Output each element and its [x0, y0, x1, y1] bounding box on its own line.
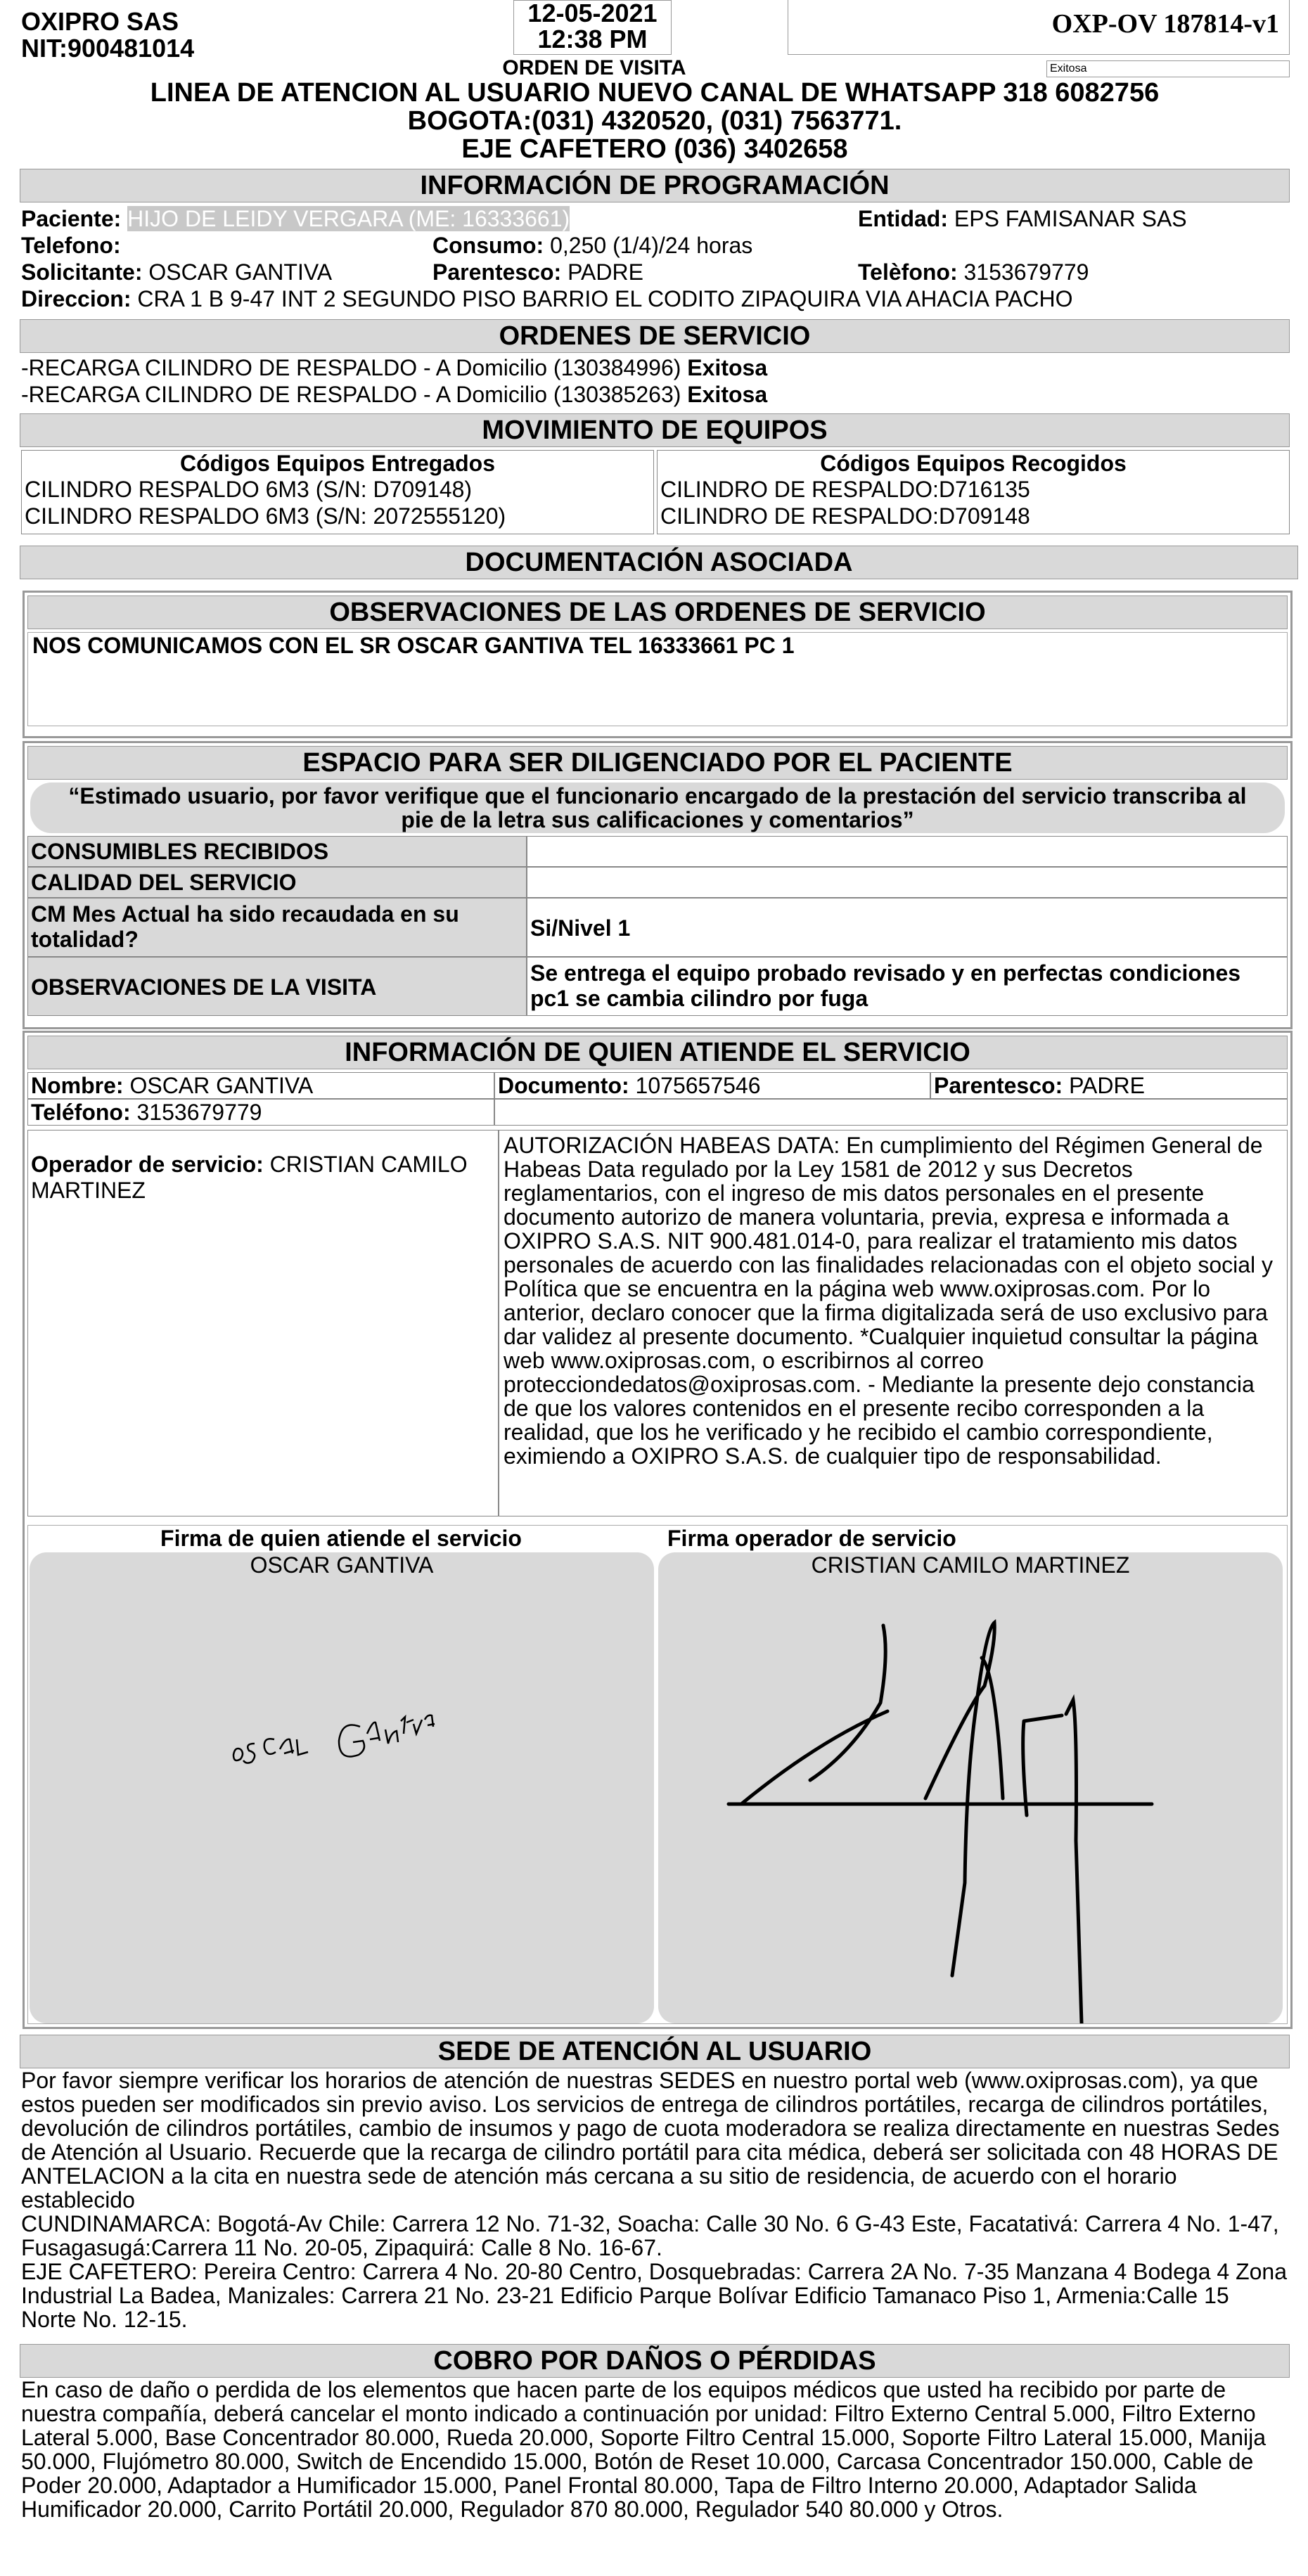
movimiento-title: MOVIMIENTO DE EQUIPOS — [20, 413, 1290, 447]
order-code-box — [788, 0, 1290, 55]
company-nit: NIT:900481014 — [21, 34, 195, 63]
cobro-title: COBRO POR DAÑOS O PÉRDIDAS — [20, 2344, 1290, 2378]
sede-p1: Por favor siempre verificar los horarios de atención de nuestras SEDES en nuestro portal web (www.oxiprosas.com), ya que estos pueden ser modificados sin previo aviso. Los servicios de entrega de cilindros portátiles, recarga de cilindros portátiles, devolución de cilindros portátiles, cambio de insumos y pago de cuota moderadora se realiza directamente en nuestras Sedes de Atención al Usuario. Recuerde que la recarga de cilindro portátil para cita médica, deberá ser solicitada con 48 HORAS DE ANTELACION a la cita en nuestra sede de atención más cercana a su sitio de residencia, de acuerdo con el horario establecido — [21, 2068, 1280, 2213]
documento-value: 1075657546 — [635, 1073, 761, 1098]
parentesco-value: PADRE — [568, 259, 643, 285]
visit-time: 12:38 PM — [537, 25, 648, 53]
paciente-notice: “Estimado usuario, por favor verifique que el funcionario encargado de la prestación del servicio transcriba al pie de la letra sus calificaciones y comentarios” — [30, 783, 1285, 833]
row-value[interactable]: Se entrega el equipo probado revisado y en perfectas condiciones pc1 se cambia cilindro por fuga — [527, 957, 1288, 1016]
table-row — [27, 957, 1288, 1016]
recogidos-box — [657, 450, 1290, 534]
observaciones-text: NOS COMUNICAMOS CON EL SR OSCAR GANTIVA TEL 16333661 PC 1 — [27, 632, 1288, 726]
signature-left — [30, 1552, 654, 2023]
operador-label: Operador de servicio: — [31, 1152, 264, 1177]
paciente-label: Paciente: — [21, 206, 122, 231]
table-row — [27, 867, 1288, 898]
status-field[interactable]: Exitosa — [1046, 60, 1290, 77]
parentesco-atiende-label: Parentesco: — [934, 1073, 1063, 1098]
hotline-2: BOGOTA:(031) 4320520, (031) 7563771. — [407, 106, 902, 136]
row-label: OBSERVACIONES DE LA VISITA — [27, 957, 527, 1016]
telefono-atiende — [27, 1099, 494, 1126]
atiende-row-1 — [27, 1072, 1288, 1099]
ordenes-title: ORDENES DE SERVICIO — [20, 319, 1290, 353]
firmas-box — [27, 1525, 1288, 2024]
row-value[interactable] — [527, 867, 1288, 898]
entregados-title: Códigos Equipos Entregados — [179, 451, 495, 476]
visit-date: 12-05-2021 — [527, 0, 658, 27]
firma-right-title: Firma operador de servicio — [667, 1526, 956, 1551]
recogido-item: CILINDRO DE RESPALDO:D709148 — [660, 503, 1030, 529]
direccion-value: CRA 1 B 9-47 INT 2 SEGUNDO PISO BARRIO EL CODITO ZIPAQUIRA VIA AHACIA PACHO — [137, 286, 1073, 311]
entidad — [858, 205, 1187, 232]
paciente-table — [27, 836, 1288, 1016]
sede-p3: EJE CAFETERO: Pereira Centro: Carrera 4 No. 20-80 Centro, Dosquebradas: Carrera 2A No. 7-35 Manzana 4 Bodega 4 Zona Industrial La Badea, Manizales: Carrera 21 No. 23-21 Edificio Parque Bolívar Edificio Tamanaco Piso 1, Armenia:Calle 15 Norte No. 12-15. — [21, 2259, 1287, 2332]
consumo-label: Consumo: — [432, 233, 544, 258]
paciente-value: HIJO DE LEIDY VERGARA (ME: 16333661) — [127, 206, 570, 231]
entregados-box — [21, 450, 654, 534]
telefono-label: Telefono: — [21, 233, 121, 258]
order-code: OXP-OV 187814-v1 — [1051, 9, 1279, 39]
solicitante — [21, 259, 332, 285]
telefono2-value: 3153679779 — [963, 259, 1089, 285]
recogido-item: CILINDRO DE RESPALDO:D716135 — [660, 477, 1030, 502]
consumo-value: 0,250 (1/4)/24 horas — [550, 233, 753, 258]
row-value[interactable] — [527, 836, 1288, 867]
doc-type: ORDEN DE VISITA — [502, 56, 686, 79]
atiende-row-2 — [27, 1099, 1288, 1126]
solicitante-label: Solicitante: — [21, 259, 143, 285]
hotline-1: LINEA DE ATENCION AL USUARIO NUEVO CANAL DE WHATSAPP 318 6082756 — [150, 78, 1160, 108]
observaciones-title: OBSERVACIONES DE LAS ORDENES DE SERVICIO — [27, 595, 1288, 629]
consumo — [432, 232, 752, 259]
programacion-title: INFORMACIÓN DE PROGRAMACIÓN — [20, 169, 1290, 202]
telefono2 — [858, 259, 1089, 285]
solicitante-value: OSCAR GANTIVA — [148, 259, 333, 285]
table-row — [27, 898, 1288, 957]
hotline-3: EJE CAFETERO (036) 3402658 — [461, 134, 848, 164]
programacion-row-1 — [21, 205, 570, 232]
paciente-title: ESPACIO PARA SER DILIGENCIADO POR EL PACIENTE — [27, 746, 1288, 780]
orden-item — [21, 354, 767, 381]
date-box — [513, 0, 672, 55]
parentesco-atiende-value: PADRE — [1069, 1073, 1145, 1098]
nombre-value: OSCAR GANTIVA — [129, 1073, 314, 1098]
entidad-value: EPS FAMISANAR SAS — [954, 206, 1187, 231]
nombre — [27, 1072, 494, 1099]
entregado-item: CILINDRO RESPALDO 6M3 (S/N: 2072555120) — [25, 503, 506, 529]
row-value[interactable]: Si/Nivel 1 — [527, 898, 1288, 957]
orden-status: Exitosa — [687, 355, 768, 380]
telefono-atiende-label: Teléfono: — [31, 1100, 131, 1125]
table-row — [27, 836, 1288, 867]
observaciones-box — [23, 591, 1293, 738]
orden-text: -RECARGA CILINDRO DE RESPALDO - A Domicilio (130384996) — [21, 355, 681, 380]
orden-status: Exitosa — [687, 382, 768, 407]
cobro-text: En caso de daño o perdida de los elementos que hacen parte de los equipos médicos que usted ha recibido por parte de nuestra compañía, deberá cancelar el monto indicado a continuación por unidad: Filtro Externo Central 5.000, Filtro Externo Lateral 5.000, Base Concentrador 80.000, Rueda 20.000, Soporte Filtro Central 15.000, Soporte Filtro Lateral 15.000, Manija 50.000, Flujómetro 80.000, Switch de Encendido 15.000, Botón de Reset 10.000, Carcasa Concentrador 150.000, Cable de Poder 20.000, Adaptador a Humificador 15.000, Panel Frontal 80.000, Tapa de Filtro Interno 20.000, Adaptador Salida Humificador 20.000, Carrito Portátil 20.000, Regulador 870 80.000, Regulador 540 80.000 y Otros. — [21, 2377, 1266, 2522]
empty-cell — [494, 1099, 1288, 1126]
signature-right — [658, 1552, 1283, 2023]
documento — [494, 1072, 930, 1099]
firma-right-name: CRISTIAN CAMILO MARTINEZ — [811, 1552, 1130, 1578]
telefono-atiende-value: 3153679779 — [136, 1100, 262, 1125]
firma-left-pad[interactable] — [30, 1552, 654, 2023]
firma-right-pad[interactable] — [658, 1552, 1283, 2023]
direccion — [21, 285, 1073, 312]
firma-left-title: Firma de quien atiende el servicio — [160, 1526, 522, 1551]
row-label: CM Mes Actual ha sido recaudada en su totalidad? — [27, 898, 527, 957]
entregado-item: CILINDRO RESPALDO 6M3 (S/N: D709148) — [25, 477, 473, 502]
atiende-title: INFORMACIÓN DE QUIEN ATIENDE EL SERVICIO — [27, 1036, 1288, 1069]
orden-item — [21, 381, 767, 408]
habeas-data: AUTORIZACIÓN HABEAS DATA: En cumplimiento del Régimen General de Habeas Data regulado por la Ley 1581 de 2012 y sus Decretos reglamentarios, con el ingreso de mis datos personales en el presente documento autorizo de manera voluntaria, previa, expresa e informada a OXIPRO S.A.S. NIT 900.481.014-0, para realizar el tratamiento mis datos personales de acuerdo con las finalidades relacionadas con el objeto social y Política que se encuentra en la página web www.oxiprosas.com. Por lo anterior, declaro conocer que la firma digitalizada será de uso exclusivo para dar validez al presente documento. *Cualquier inquietud consultar la página web www.oxiprosas.com, o escribirnos al correo protecciondedatos@oxiprosas.com. - Mediante la presente dejo constancia de que los valores contenidos en el presente recibo corresponden a la realidad, que los he verificado y he recibido el cambio correspondiente, eximiendo a OXIPRO S.A.S. de cualquier tipo de responsabilidad. — [499, 1130, 1288, 1516]
row-label: CONSUMIBLES RECIBIDOS — [27, 836, 527, 867]
telefono2-label: Telèfono: — [858, 259, 958, 285]
entidad-label: Entidad: — [858, 206, 948, 231]
sede-title: SEDE DE ATENCIÓN AL USUARIO — [20, 2035, 1290, 2068]
orden-text: -RECARGA CILINDRO DE RESPALDO - A Domicilio (130385263) — [21, 382, 681, 407]
documento-label: Documento: — [498, 1073, 629, 1098]
operador — [27, 1130, 499, 1516]
atiende-box — [23, 1031, 1293, 2029]
nombre-label: Nombre: — [31, 1073, 124, 1098]
row-label: CALIDAD DEL SERVICIO — [27, 867, 527, 898]
operador-value: CRISTIAN CAMILO MARTINEZ — [31, 1152, 468, 1203]
parentesco-label: Parentesco: — [432, 259, 562, 285]
sede-p2: CUNDINAMARCA: Bogotá-Av Chile: Carrera 12 No. 71-32, Soacha: Calle 30 No. 6 G-43 Este, Facatativá: Carrera 4 No. 1-47, Fusagasugá:Carrera 11 No. 20-05, Zipaquirá: Calle 8 No. 16-67. — [21, 2211, 1279, 2260]
firma-left-name: OSCAR GANTIVA — [250, 1552, 434, 1578]
documentacion-title: DOCUMENTACIÓN ASOCIADA — [20, 546, 1298, 579]
atiende-row-3 — [27, 1130, 1288, 1516]
parentesco — [432, 259, 643, 285]
parentesco-atiende — [930, 1072, 1288, 1099]
paciente-box — [23, 741, 1293, 1029]
company-name: OXIPRO SAS — [21, 7, 179, 36]
sede-text — [21, 2068, 1290, 2331]
direccion-label: Direccion: — [21, 286, 132, 311]
recogidos-title: Códigos Equipos Recogidos — [820, 451, 1127, 476]
